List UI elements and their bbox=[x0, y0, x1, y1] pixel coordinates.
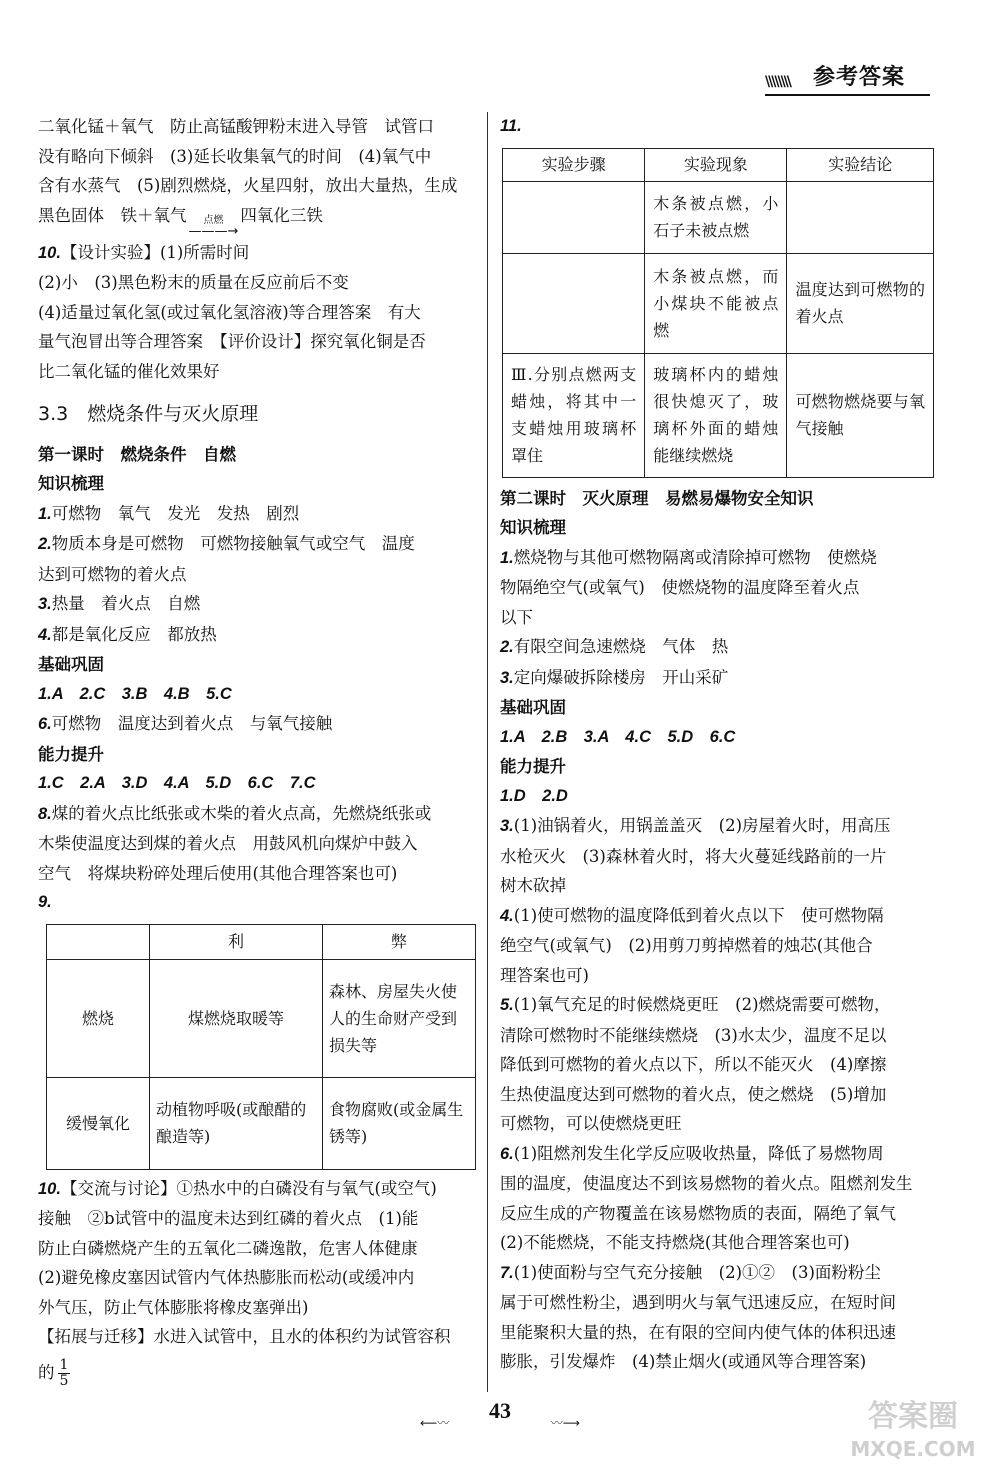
page-header bbox=[765, 60, 930, 96]
footer-ornament-left: ⟵〰 bbox=[420, 1416, 450, 1430]
text-line: 防止白磷燃烧产生的五氧化二磷逸散，危害人体健康 bbox=[38, 1238, 418, 1258]
question-number: 10. bbox=[38, 1179, 61, 1198]
text-line: (2)小 (3)黑色粉末的质量在反应前后不变 bbox=[38, 273, 349, 292]
text-line bbox=[38, 499, 478, 530]
text-line: 属于可燃性粉尘，遇到明火与氧气迅速反应，在短时间 bbox=[500, 1293, 896, 1312]
table-cell: 燃烧 bbox=[47, 959, 150, 1077]
header-slash-ornament: \\\\\\\\ bbox=[765, 74, 790, 90]
table-q9 bbox=[46, 924, 476, 1170]
table-cell: 玻璃杯内的蜡烛很快熄灭了，玻璃杯外面的蜡烛能继续燃烧 bbox=[645, 353, 787, 477]
answer-text: (1)油锅着火，用锅盖盖灭 (2)房屋着火时，用高压 bbox=[513, 816, 891, 835]
text-line: 木柴使温度达到煤的着火点 用鼓风机向煤炉中鼓入 bbox=[38, 834, 418, 853]
text-line: 没有略向下倾斜 (3)延长收集氧气的时间 (4)氧气中 bbox=[38, 146, 432, 166]
subheading: 能力提升 bbox=[500, 757, 566, 776]
text-line: 围的温度，使温度达不到该易燃物的着火点。阻燃剂发生 bbox=[500, 1174, 913, 1193]
answer-text: 有限空间急速燃烧 气体 热 bbox=[513, 637, 729, 656]
answer-text: 【交流与讨论】①热水中的白磷没有与氧气(或空气) bbox=[60, 1178, 437, 1198]
text-line bbox=[500, 663, 940, 694]
table-header: 实验现象 bbox=[645, 148, 787, 181]
column-divider bbox=[487, 112, 488, 1392]
table-cell: 木条被点燃，小石子未被点燃 bbox=[645, 181, 787, 253]
item-number: 4. bbox=[500, 906, 514, 925]
table-header: 实验结论 bbox=[787, 148, 934, 181]
text-line bbox=[38, 709, 478, 740]
table-header-empty bbox=[47, 924, 150, 959]
page-footer bbox=[420, 1398, 580, 1428]
answer-text: 定向爆破拆除楼房 开山采矿 bbox=[513, 667, 729, 687]
table-cell: 森林、房屋失火使人的生命财产受到损失等 bbox=[323, 959, 476, 1077]
lesson-title: 第二课时 灭火原理 易燃易爆物安全知识 bbox=[500, 488, 814, 508]
text-line bbox=[500, 1139, 940, 1170]
text-line: 含有水蒸气 (5)剧烈燃烧，火星四射，放出大量热，生成 bbox=[38, 176, 458, 195]
arrow-icon: ———→ bbox=[188, 223, 239, 239]
text-line: 树木砍掉 bbox=[500, 876, 566, 895]
answer-text: 热量 着火点 自燃 bbox=[51, 594, 201, 613]
text-line: 空气 将煤块粉碎处理后使用(其他合理答案也可) bbox=[38, 863, 398, 883]
text-line: 外气压，防止气体膨胀将橡皮塞弹出) bbox=[38, 1297, 309, 1317]
reaction-arrow bbox=[189, 216, 239, 238]
item-number: 2. bbox=[500, 638, 514, 656]
answer-text: 的 bbox=[38, 1362, 55, 1382]
text-line bbox=[500, 990, 940, 1021]
item-number: 6. bbox=[500, 1144, 514, 1163]
fraction-denominator: 5 bbox=[59, 1372, 69, 1389]
subheading: 基础巩固 bbox=[500, 698, 566, 717]
text-line bbox=[500, 1258, 940, 1289]
text-line bbox=[38, 1174, 478, 1205]
item-number: 1. bbox=[38, 504, 52, 523]
table-cell: 缓慢氧化 bbox=[47, 1077, 150, 1169]
text-line bbox=[500, 811, 940, 842]
equation-left: 黑色固体 铁＋氧气 bbox=[38, 205, 187, 225]
fraction-numerator: 1 bbox=[59, 1356, 69, 1373]
text-line: 接触 ②b试管中的温度未达到红磷的着火点 (1)能 bbox=[38, 1209, 419, 1228]
item-number: 2. bbox=[38, 535, 52, 553]
text-line bbox=[500, 632, 940, 663]
text-line: 可燃物，可以使燃烧更旺 bbox=[500, 1114, 682, 1133]
table-cell bbox=[503, 181, 645, 253]
text-line: 以下 bbox=[500, 607, 533, 627]
answer-text: 【设计实验】(1)所需时间 bbox=[60, 242, 250, 262]
text-line: 比二氧化锰的催化效果好 bbox=[38, 361, 220, 381]
answer-text: (1)使面粉与空气充分接触 (2)①② (3)面粉粉尘 bbox=[513, 1262, 881, 1282]
text-line bbox=[38, 1358, 478, 1389]
subheading: 基础巩固 bbox=[38, 655, 104, 674]
text-line: 生热使温度达到可燃物的着火点，使之燃烧 (5)增加 bbox=[500, 1084, 887, 1104]
answer-line: 1.A 2.C 3.B 4.B 5.C bbox=[38, 684, 232, 703]
table-cell: 动植物呼吸(或酿醋的酿造等) bbox=[150, 1077, 323, 1169]
table-q11 bbox=[502, 148, 934, 478]
text-line: 膨胀，引发爆炸 (4)禁止烟火(或通风等合理答案) bbox=[500, 1352, 867, 1371]
table-cell bbox=[787, 181, 934, 253]
text-line bbox=[500, 901, 940, 932]
fraction bbox=[58, 1358, 71, 1389]
answer-line: 1.A 2.B 3.A 4.C 5.D 6.C bbox=[500, 727, 736, 746]
equation-line bbox=[38, 201, 478, 238]
question-number: 11. bbox=[500, 117, 522, 135]
table-cell: 温度达到可燃物的着火点 bbox=[787, 253, 934, 353]
item-number: 3. bbox=[38, 595, 52, 613]
left-column bbox=[38, 112, 478, 1389]
reaction-condition: 点燃 bbox=[203, 214, 224, 226]
footer-ornament-right: 〰⟶ bbox=[550, 1416, 580, 1430]
table-header: 利 bbox=[150, 924, 323, 959]
table-cell bbox=[503, 253, 645, 353]
text-line: (4)适量过氧化氢(或过氧化氢溶液)等合理答案 有大 bbox=[38, 302, 421, 322]
text-line bbox=[38, 589, 478, 620]
text-line: 【拓展与迁移】水进入试管中，且水的体积约为试管容积 bbox=[38, 1327, 451, 1346]
subheading: 知识梳理 bbox=[38, 474, 104, 493]
text-line bbox=[38, 238, 478, 269]
watermark-url: MXQE.COM bbox=[850, 1437, 976, 1461]
text-line: (2)避免橡皮塞因试管内气体热膨胀而松动(或缓冲内 bbox=[38, 1268, 415, 1287]
item-number: 3. bbox=[500, 817, 514, 835]
text-line: 里能聚积大量的热，在有限的空间内使气体的体积迅速 bbox=[500, 1322, 896, 1342]
text-line bbox=[500, 543, 940, 574]
question-number: 9. bbox=[38, 893, 52, 911]
table-cell: 食物腐败(或金属生锈等) bbox=[323, 1077, 476, 1169]
answer-text: 都是氧化反应 都放热 bbox=[51, 624, 217, 644]
table-cell: 可燃物燃烧要与氧气接触 bbox=[787, 353, 934, 477]
text-line bbox=[38, 620, 478, 651]
answer-line: 1.D 2.D bbox=[500, 786, 568, 805]
section-title: 3.3 燃烧条件与灭火原理 bbox=[38, 403, 259, 425]
header-rule bbox=[765, 94, 930, 96]
answer-text: 物质本身是可燃物 可燃物接触氧气或空气 温度 bbox=[51, 534, 415, 553]
text-line: 水枪灭火 (3)森林着火时，将大火蔓延线路前的一片 bbox=[500, 846, 887, 866]
answer-line: 1.C 2.A 3.D 4.A 5.D 6.C 7.C bbox=[38, 774, 316, 792]
table-header: 弊 bbox=[323, 924, 476, 959]
answer-text: (1)氧气充足的时候燃烧更旺 (2)燃烧需要可燃物， bbox=[513, 995, 891, 1014]
text-line: 清除可燃物时不能继续燃烧 (3)水太少，温度不足以 bbox=[500, 1025, 887, 1045]
question-number: 10. bbox=[38, 243, 61, 262]
text-line bbox=[38, 529, 478, 560]
item-number: 5. bbox=[500, 996, 514, 1014]
table-cell: 煤燃烧取暖等 bbox=[150, 959, 323, 1077]
item-number: 6. bbox=[38, 715, 52, 733]
text-line: 绝空气(或氧气) (2)用剪刀剪掉燃着的烛芯(其他合 bbox=[500, 936, 873, 955]
header-title: 参考答案 bbox=[813, 64, 906, 90]
item-number: 4. bbox=[38, 625, 52, 644]
right-column bbox=[500, 112, 940, 1377]
text-line: 达到可燃物的着火点 bbox=[38, 564, 187, 584]
text-line: 理答案也可) bbox=[500, 965, 589, 985]
answer-text: 可燃物 温度达到着火点 与氧气接触 bbox=[51, 714, 333, 733]
table-cell: Ⅲ.分别点燃两支蜡烛，将其中一支蜡烛用玻璃杯罩住 bbox=[503, 353, 645, 477]
answer-text: 燃烧物与其他可燃物隔离或清除掉可燃物 使燃烧 bbox=[513, 547, 877, 567]
page-number: 43 bbox=[489, 1398, 511, 1423]
equation-right: 四氧化三铁 bbox=[240, 205, 323, 225]
lesson-title: 第一课时 燃烧条件 自燃 bbox=[38, 444, 236, 464]
text-line: 物隔绝空气(或氧气) 使燃烧物的温度降至着火点 bbox=[500, 578, 860, 597]
subheading: 知识梳理 bbox=[500, 518, 566, 537]
text-line: 二氧化锰＋氧气 防止高锰酸钾粉末进入导管 试管口 bbox=[38, 117, 434, 136]
item-number: 1. bbox=[500, 548, 514, 567]
watermark-text: 答案圈 bbox=[868, 1399, 958, 1434]
watermark-logo bbox=[838, 1386, 988, 1466]
answer-text: 可燃物 氧气 发光 发热 剧烈 bbox=[51, 503, 300, 523]
text-line bbox=[38, 799, 478, 830]
table-cell: 木条被点燃，而小煤块不能被点燃 bbox=[645, 253, 787, 353]
item-number: 8. bbox=[38, 804, 52, 823]
subheading: 能力提升 bbox=[38, 744, 104, 764]
answer-text: 煤的着火点比纸张或木柴的着火点高，先燃烧纸张或 bbox=[51, 803, 432, 823]
text-line: 量气泡冒出等合理答案 【评价设计】探究氧化铜是否 bbox=[38, 332, 426, 351]
text-line: (2)不能燃烧，不能支持燃烧(其他合理答案也可) bbox=[500, 1233, 850, 1252]
text-line: 反应生成的产物覆盖在该易燃物质的表面，隔绝了氧气 bbox=[500, 1203, 896, 1223]
text-line: 降低到可燃物的着火点以下，所以不能灭火 (4)摩擦 bbox=[500, 1055, 887, 1074]
item-number: 7. bbox=[500, 1263, 514, 1282]
item-number: 3. bbox=[500, 668, 514, 687]
table-header: 实验步骤 bbox=[503, 148, 645, 181]
answer-text: (1)使可燃物的温度降低到着火点以下 使可燃物隔 bbox=[513, 905, 884, 925]
answer-text: (1)阻燃剂发生化学反应吸收热量，降低了易燃物周 bbox=[513, 1143, 884, 1163]
